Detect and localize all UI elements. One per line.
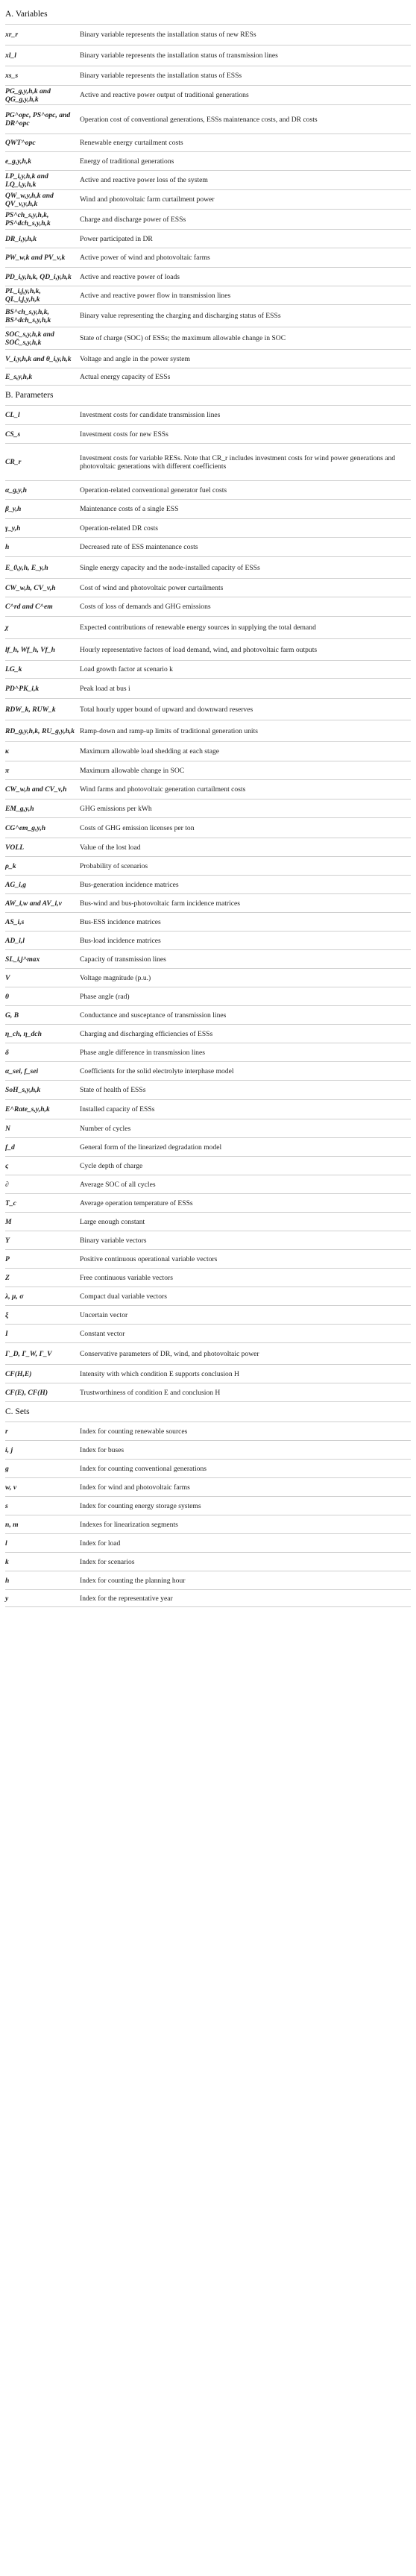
table-row	[5, 660, 411, 678]
table-row	[5, 1119, 411, 1137]
symbol-cell: AS_i,s	[5, 917, 25, 926]
table-row	[5, 304, 411, 327]
symbol-cell: N	[5, 1124, 10, 1133]
symbol-cell: DR_i,y,h,k	[5, 234, 37, 243]
description-cell: Active and reactive power of loads	[80, 272, 180, 281]
table-row	[5, 741, 411, 761]
description-cell: Total hourly upper bound of upward and downward reserves	[80, 705, 253, 714]
symbol-cell: PD_i,y,h,k, QD_i,y,h,k	[5, 272, 72, 281]
description-cell: Index for load	[80, 1539, 121, 1548]
symbol-cell: QW_w,y,h,k and QV_v,y,h,k	[5, 191, 54, 208]
table-row	[5, 1137, 411, 1156]
table-row	[5, 1193, 411, 1212]
table-row	[5, 1287, 411, 1305]
symbol-cell: λ, μ, σ	[5, 1292, 24, 1301]
description-cell: Active and reactive power output of traditional generations	[80, 91, 249, 99]
table-row	[5, 1364, 411, 1383]
table-row	[5, 1249, 411, 1268]
symbol-cell: E^Rate_s,y,h,k	[5, 1105, 50, 1113]
table-row	[5, 499, 411, 518]
symbol-cell: SOC_s,y,h,k and SOC̄_s,y,h,k	[5, 330, 54, 347]
symbol-cell: xs_s	[5, 72, 19, 80]
nomenclature-table	[5, 24, 411, 386]
symbol-cell: P	[5, 1254, 10, 1263]
description-cell: Operation cost of conventional generations, ESSs maintenance costs, and DR costs	[80, 115, 318, 124]
symbol-cell: PL_i,j,y,h,k, QL_i,j,y,h,k	[5, 287, 41, 304]
table-row	[5, 949, 411, 968]
symbol-cell: w, v	[5, 1483, 17, 1492]
section-title: B. Parameters	[5, 391, 54, 400]
table-row	[5, 1496, 411, 1515]
symbol-cell: RDW_k, RUW_k	[5, 705, 56, 714]
table-row	[5, 1043, 411, 1061]
description-cell: Peak load at bus i	[80, 684, 130, 693]
symbol-cell: s	[5, 1501, 8, 1510]
description-cell: Index for counting energy storage systems	[80, 1501, 201, 1510]
description-cell: Operation-related conventional generator fuel costs	[80, 486, 227, 494]
table-row	[5, 1156, 411, 1175]
table-row	[5, 229, 411, 248]
table-row	[5, 1324, 411, 1342]
symbol-cell: G, B	[5, 1011, 19, 1020]
symbol-cell: α_sei, f_sei	[5, 1066, 39, 1075]
symbol-cell: β_y,h	[5, 505, 22, 513]
symbol-cell: PD^PK_i,k	[5, 684, 40, 693]
table-row	[5, 1024, 411, 1043]
description-cell: Average operation temperature of ESSs	[80, 1199, 193, 1207]
table-row	[5, 1342, 411, 1364]
description-cell: Phase angle (rad)	[80, 992, 130, 1001]
description-cell: Energy of traditional generations	[80, 157, 174, 166]
symbol-cell: SoH_s,y,h,k	[5, 1086, 41, 1094]
description-cell: Power participated in DR	[80, 234, 153, 243]
description-cell: Wind and photovoltaic farm curtailment power	[80, 195, 215, 204]
table-row	[5, 537, 411, 556]
symbol-cell: π	[5, 766, 10, 775]
description-cell: Single energy capacity and the node-installed capacity of ESSs	[80, 563, 260, 572]
symbol-cell: g	[5, 1464, 9, 1473]
table-row	[5, 1080, 411, 1099]
symbol-cell: ς	[5, 1161, 9, 1170]
description-cell: State of charge (SOC) of ESSs; the maximum allowable change in SOC	[80, 334, 286, 342]
symbol-cell: n, m	[5, 1520, 19, 1529]
symbol-cell: ρ_k	[5, 861, 16, 870]
table-row	[5, 1552, 411, 1571]
symbol-cell: e_g,y,h,k	[5, 157, 32, 166]
description-cell: Load growth factor at scenario k	[80, 665, 173, 673]
description-cell: Investment costs for variable RESs. Note that CR_r includes investment costs for wind power generations and photovoltaic generations with different coefficients	[80, 453, 396, 471]
description-cell: Cost of wind and photovoltaic power curtailments	[80, 583, 224, 592]
symbol-cell: LP_i,y,h,k and LQ_i,y,h,k	[5, 172, 48, 189]
symbol-cell: CW_w,h and CV_v,h	[5, 785, 67, 794]
table-row	[5, 817, 411, 838]
symbol-cell: i, j	[5, 1445, 13, 1454]
table-row	[5, 893, 411, 912]
table-row	[5, 678, 411, 698]
table-row	[5, 556, 411, 578]
description-cell: General form of the linearized degradation model	[80, 1143, 222, 1152]
table-row	[5, 1005, 411, 1024]
description-cell: Costs of GHG emission licenses per ton	[80, 823, 195, 832]
description-cell: Binary value representing the charging and discharging status of ESSs	[80, 312, 281, 320]
table-row	[5, 1231, 411, 1249]
table-row	[5, 597, 411, 616]
description-cell: Active and reactive power loss of the system	[80, 176, 208, 184]
description-cell: Actual energy capacity of ESSs	[80, 372, 171, 381]
description-cell: Number of cycles	[80, 1124, 131, 1133]
table-row	[5, 1099, 411, 1119]
table-row	[5, 1477, 411, 1496]
description-cell: Bus-wind and bus-photovoltaic farm incidence matrices	[80, 899, 240, 908]
symbol-cell: xl_l	[5, 51, 16, 60]
symbol-cell: ∂	[5, 1180, 9, 1189]
description-cell: Ramp-down and ramp-up limits of traditional generation units	[80, 726, 258, 735]
table-row	[5, 779, 411, 799]
description-cell: Charge and discharge power of ESSs	[80, 215, 186, 224]
description-cell: Index for wind and photovoltaic farms	[80, 1483, 190, 1492]
symbol-cell: C^rd and C^em	[5, 603, 53, 611]
table-row	[5, 968, 411, 987]
description-cell: Decreased rate of ESS maintenance costs	[80, 543, 198, 551]
symbol-cell: PS^ch_s,y,h,k, PS^dch_s,y,h,k	[5, 211, 51, 227]
symbol-cell: SL_i,j^max	[5, 955, 40, 964]
description-cell: Index for scenarios	[80, 1557, 135, 1566]
table-row	[5, 1589, 411, 1606]
table-row	[5, 267, 411, 286]
description-cell: Index for counting conventional generations	[80, 1464, 207, 1473]
symbol-cell: AG_i,g	[5, 880, 26, 889]
description-cell: Renewable energy curtailment costs	[80, 139, 183, 147]
symbol-cell: BS^ch_s,y,h,k, BS^dch_s,y,h,k	[5, 307, 51, 324]
description-cell: Expected contributions of renewable energy sources in supplying the total demand	[80, 623, 316, 632]
symbol-cell: M	[5, 1217, 12, 1226]
description-cell: Compact dual variable vectors	[80, 1292, 167, 1301]
section-title: A. Variables	[5, 10, 48, 19]
table-row	[5, 761, 411, 779]
symbol-cell: θ	[5, 992, 9, 1001]
symbol-cell: PG^opc, PS^opc, and DR^opc	[5, 111, 71, 128]
table-row	[5, 368, 411, 385]
symbol-cell: AD_i,l	[5, 936, 25, 945]
symbol-cell: V_i,y,h,k and θ_i,y,h,k	[5, 354, 72, 363]
table-row	[5, 638, 411, 660]
description-cell: Large enough constant	[80, 1217, 145, 1226]
description-cell: Value of the lost load	[80, 843, 141, 852]
symbol-cell: CF(E), CF(H)	[5, 1388, 48, 1397]
symbol-cell: CR_r	[5, 458, 22, 466]
symbol-cell: V	[5, 973, 10, 982]
symbol-cell: PW_w,k and PV_v,k	[5, 254, 66, 262]
table-row	[5, 209, 411, 229]
table-row	[5, 875, 411, 893]
table-row	[5, 133, 411, 151]
description-cell: Intensity with which condition E supports conclusion H	[80, 1369, 239, 1378]
table-row	[5, 1533, 411, 1552]
symbol-cell: PG_g,y,h,k and QG_g,y,h,k	[5, 87, 51, 104]
table-row	[5, 1268, 411, 1287]
table-row	[5, 1212, 411, 1231]
table-row	[5, 248, 411, 267]
description-cell: Installed capacity of ESSs	[80, 1105, 155, 1113]
symbol-cell: ξ	[5, 1310, 9, 1319]
symbol-cell: E_0,y,h, E_y,h	[5, 563, 48, 572]
table-row	[5, 189, 411, 209]
description-cell: Binary variable represents the installation status of new RESs	[80, 31, 256, 39]
table-row	[5, 45, 411, 66]
description-cell: GHG emissions per kWh	[80, 804, 152, 813]
description-cell: Binary variable vectors	[80, 1236, 147, 1245]
nomenclature-table	[5, 405, 411, 1402]
table-row	[5, 24, 411, 45]
description-cell: Maximum allowable load shedding at each stage	[80, 747, 220, 755]
symbol-cell: RD_g,y,h,k, RU_g,y,h,k	[5, 726, 75, 735]
symbol-cell: CW_w,h, CV_v,h	[5, 583, 56, 592]
table-row	[5, 405, 411, 424]
description-cell: Investment costs for candidate transmission lines	[80, 411, 221, 419]
symbol-cell: Γ_D, Γ_W, Γ_V	[5, 1349, 52, 1358]
symbol-cell: Z	[5, 1273, 10, 1282]
symbol-cell: EM_g,y,h	[5, 804, 34, 813]
table-row	[5, 518, 411, 537]
description-cell: Investment costs for new ESSs	[80, 430, 168, 439]
symbol-cell: η_ch, η_dch	[5, 1029, 42, 1038]
symbol-cell: T_c	[5, 1199, 16, 1207]
description-cell: Constant vector	[80, 1329, 125, 1338]
symbol-cell: α_g,y,h	[5, 486, 27, 494]
table-row	[5, 286, 411, 304]
symbol-cell: Y	[5, 1236, 10, 1245]
table-row	[5, 987, 411, 1005]
symbol-cell: k	[5, 1557, 9, 1566]
description-cell: Hourly representative factors of load demand, wind, and photovoltaic farm outputs	[80, 645, 318, 654]
symbol-cell: QWT^opc	[5, 139, 36, 147]
description-cell: Index for counting the planning hour	[80, 1576, 186, 1585]
description-cell: Binary variable represents the installation status of ESSs	[80, 72, 242, 80]
description-cell: Wind farms and photovoltaic generation curtailment costs	[80, 785, 246, 794]
section-title: C. Sets	[5, 1407, 30, 1416]
description-cell: Capacity of transmission lines	[80, 955, 166, 964]
table-row	[5, 698, 411, 720]
description-cell: Costs of loss of demands and GHG emissions	[80, 603, 211, 611]
table-row	[5, 856, 411, 875]
symbol-cell: LG_k	[5, 665, 22, 673]
description-cell: Average SOC of all cycles	[80, 1180, 156, 1189]
description-cell: Active and reactive power flow in transmission lines	[80, 291, 231, 300]
table-row	[5, 1421, 411, 1440]
symbol-cell: δ	[5, 1048, 9, 1057]
table-row	[5, 1459, 411, 1477]
description-cell: Charging and discharging efficiencies of ESSs	[80, 1029, 213, 1038]
symbol-cell: CS_s	[5, 430, 21, 439]
description-cell: Maintenance costs of a single ESS	[80, 505, 179, 513]
table-row	[5, 720, 411, 741]
symbol-cell: lf_h, Wf_h, Vf_h	[5, 645, 55, 654]
table-row	[5, 799, 411, 817]
table-row	[5, 931, 411, 949]
table-row	[5, 327, 411, 349]
description-cell: Positive continuous operational variable vectors	[80, 1254, 218, 1263]
table-row	[5, 838, 411, 856]
table-row	[5, 1383, 411, 1401]
description-cell: Voltage magnitude (p.u.)	[80, 973, 151, 982]
nomenclature-table	[5, 1421, 411, 1607]
symbol-cell: CG^em_g,y,h	[5, 823, 46, 832]
symbol-cell: h	[5, 543, 10, 551]
table-row	[5, 104, 411, 133]
table-row	[5, 66, 411, 85]
description-cell: Conductance and susceptance of transmission lines	[80, 1011, 227, 1020]
description-cell: Index for buses	[80, 1445, 125, 1454]
description-cell: Voltage and angle in the power system	[80, 354, 190, 363]
table-row	[5, 912, 411, 931]
description-cell: Uncertain vector	[80, 1310, 128, 1319]
symbol-cell: y	[5, 1594, 9, 1603]
description-cell: Phase angle difference in transmission lines	[80, 1048, 205, 1057]
table-row	[5, 480, 411, 499]
description-cell: Binary variable represents the installation status of transmission lines	[80, 51, 278, 60]
table-row	[5, 1305, 411, 1324]
description-cell: Cycle depth of charge	[80, 1161, 143, 1170]
description-cell: Active power of wind and photovoltaic farms	[80, 254, 210, 262]
symbol-cell: VOLL	[5, 843, 25, 852]
table-row	[5, 1515, 411, 1533]
description-cell: Bus-load incidence matrices	[80, 936, 161, 945]
symbol-cell: AW_i,w and AV_i,v	[5, 899, 62, 908]
table-row	[5, 85, 411, 104]
symbol-cell: xr_r	[5, 31, 19, 39]
description-cell: Conservative parameters of DR, wind, and photovoltaic power	[80, 1349, 259, 1358]
symbol-cell: χ	[5, 623, 9, 632]
symbol-cell: CF(H,E)	[5, 1369, 32, 1378]
table-row	[5, 1571, 411, 1589]
symbol-cell: I	[5, 1329, 8, 1338]
symbol-cell: r	[5, 1427, 8, 1436]
symbol-cell: γ_y,h	[5, 524, 21, 533]
table-row	[5, 151, 411, 170]
table-row	[5, 578, 411, 597]
description-cell: Maximum allowable change in SOC	[80, 766, 185, 775]
description-cell: Bus-generation incidence matrices	[80, 880, 179, 889]
table-row	[5, 1061, 411, 1080]
table-row	[5, 443, 411, 480]
symbol-cell: f_d	[5, 1143, 15, 1152]
table-row	[5, 1440, 411, 1459]
table-row	[5, 170, 411, 189]
symbol-cell: E_s,y,h,k	[5, 372, 33, 381]
symbol-cell: CL_l	[5, 411, 20, 419]
symbol-cell: κ	[5, 747, 10, 755]
description-cell: Probability of scenarios	[80, 861, 148, 870]
description-cell: Operation-related DR costs	[80, 524, 158, 533]
description-cell: Coefficients for the solid electrolyte interphase model	[80, 1066, 234, 1075]
symbol-cell: l	[5, 1539, 7, 1548]
description-cell: Index for counting renewable sources	[80, 1427, 188, 1436]
description-cell: Index for the representative year	[80, 1594, 173, 1603]
description-cell: Bus-ESS incidence matrices	[80, 917, 161, 926]
table-row	[5, 616, 411, 638]
description-cell: State of health of ESSs	[80, 1086, 146, 1094]
description-cell: Free continuous variable vectors	[80, 1273, 173, 1282]
description-cell: Indexes for linearization segments	[80, 1520, 178, 1529]
table-row	[5, 1175, 411, 1193]
table-row	[5, 424, 411, 443]
description-cell: Trustworthiness of condition E and conclusion H	[80, 1388, 221, 1397]
table-row	[5, 349, 411, 368]
symbol-cell: h	[5, 1576, 10, 1585]
